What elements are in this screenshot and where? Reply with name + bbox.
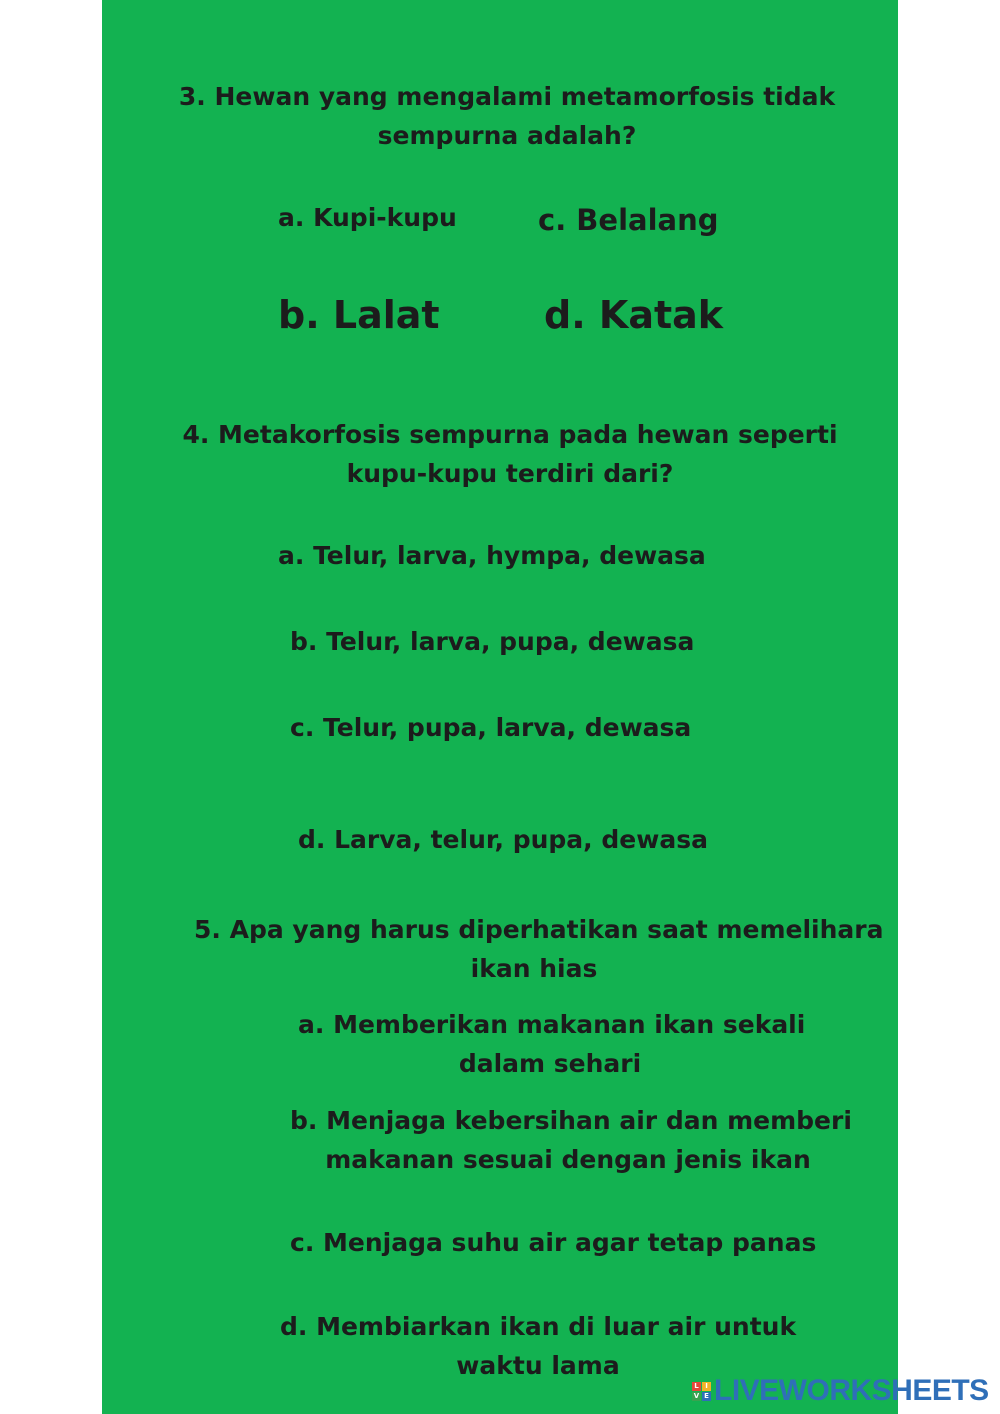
- liveworksheets-mark-icon: L I V E: [692, 1382, 711, 1401]
- question-5-option-c[interactable]: c. Menjaga suhu air agar tetap panas: [290, 1228, 817, 1257]
- question-5-option-a-line-1: a. Memberikan makanan ikan sekali: [298, 1010, 806, 1039]
- question-3-option-d[interactable]: d. Katak: [544, 293, 724, 337]
- question-4-option-d[interactable]: d. Larva, telur, pupa, dewasa: [298, 825, 708, 854]
- question-4-option-a[interactable]: a. Telur, larva, hympa, dewasa: [278, 541, 706, 570]
- question-5-option-d-line-1: d. Membiarkan ikan di luar air untuk: [280, 1312, 797, 1341]
- question-5-option-a-line-2: dalam sehari: [458, 1049, 642, 1078]
- question-5-option-b-line-1: b. Menjaga kebersihan air dan memberi: [290, 1106, 852, 1135]
- question-4-line-2: kupu-kupu terdiri dari?: [346, 459, 674, 488]
- question-5-option-b-line-2: makanan sesuai dengan jenis ikan: [325, 1145, 811, 1174]
- question-5-line-1: 5. Apa yang harus diperhatikan saat memelihara: [194, 915, 884, 944]
- question-4-title: [102, 415, 918, 493]
- question-4-line-1: 4. Metakorfosis sempurna pada hewan seperti: [182, 420, 838, 449]
- question-3-title: [102, 77, 912, 155]
- question-4-option-c[interactable]: c. Telur, pupa, larva, dewasa: [290, 713, 692, 742]
- liveworksheets-logo: [692, 1376, 992, 1406]
- question-5-title: [194, 910, 884, 988]
- liveworksheets-wordmark: LIVEWORKSHEETS: [714, 1374, 989, 1407]
- question-5-option-a[interactable]: [298, 1005, 806, 1083]
- worksheet-page: [102, 0, 898, 1414]
- question-5-option-d-line-2: waktu lama: [456, 1351, 620, 1380]
- question-3-option-b[interactable]: b. Lalat: [278, 293, 440, 337]
- question-3-option-c[interactable]: c. Belalang: [538, 203, 719, 237]
- question-4-option-b[interactable]: b. Telur, larva, pupa, dewasa: [290, 627, 695, 656]
- question-3-option-a[interactable]: a. Kupi-kupu: [278, 203, 457, 232]
- question-3-line-2: sempurna adalah?: [377, 121, 637, 150]
- question-5-line-2: ikan hias: [470, 954, 598, 983]
- question-5-option-b[interactable]: [290, 1101, 852, 1179]
- question-3-line-1: 3. Hewan yang mengalami metamorfosis tidak: [178, 82, 836, 111]
